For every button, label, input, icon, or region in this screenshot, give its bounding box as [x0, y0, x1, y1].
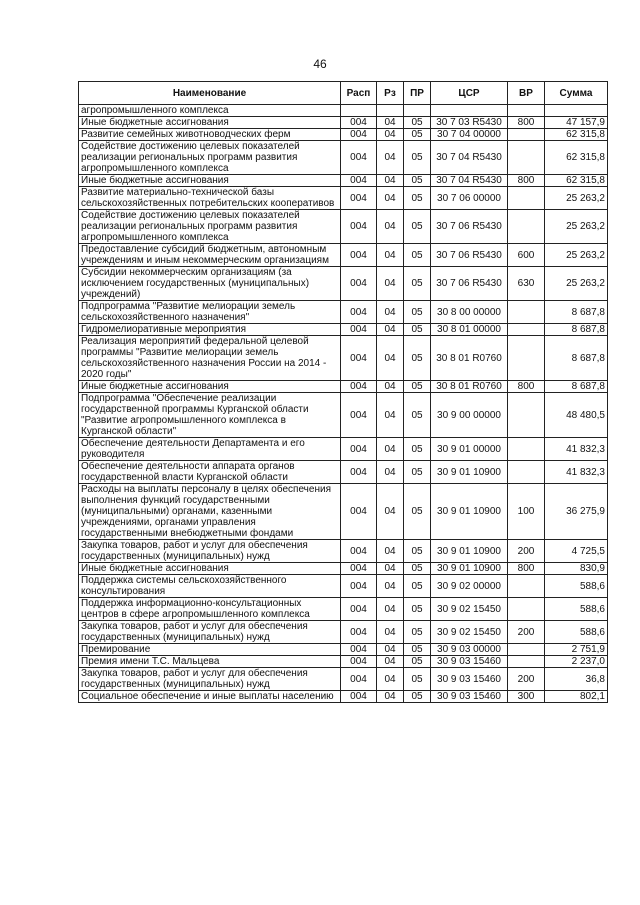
cell-sum: 588,6 — [545, 598, 608, 621]
cell-csr: 30 7 06 00000 — [431, 187, 508, 210]
cell-rasp: 004 — [341, 563, 377, 575]
cell-csr: 30 8 00 00000 — [431, 301, 508, 324]
cell-vr — [508, 336, 545, 381]
cell-name: Иные бюджетные ассигнования — [79, 381, 341, 393]
cell-vr: 100 — [508, 484, 545, 540]
cell-rasp: 004 — [341, 484, 377, 540]
cell-vr: 200 — [508, 621, 545, 644]
cell-name: Гидромелиоративные мероприятия — [79, 324, 341, 336]
table-row — [79, 656, 608, 668]
table-row — [79, 598, 608, 621]
cell-sum: 588,6 — [545, 621, 608, 644]
table-row — [79, 393, 608, 438]
cell-pr: 05 — [404, 563, 431, 575]
cell-csr: 30 7 04 00000 — [431, 129, 508, 141]
cell-csr: 30 7 04 R5430 — [431, 141, 508, 175]
cell-sum: 830,9 — [545, 563, 608, 575]
cell-name: Развитие материально-технической базы сельскохозяйственных потребительских кооперативов — [79, 187, 341, 210]
table-row — [79, 175, 608, 187]
cell-name: Обеспечение деятельности аппарата органов государственной власти Курганской области — [79, 461, 341, 484]
cell-sum: 8 687,8 — [545, 381, 608, 393]
cell-csr: 30 7 06 R5430 — [431, 244, 508, 267]
header-pr: ПР — [404, 82, 431, 105]
cell-name: Закупка товаров, работ и услуг для обеспечения государственных (муниципальных) нужд — [79, 621, 341, 644]
cell-sum: 41 832,3 — [545, 461, 608, 484]
cell-pr: 05 — [404, 141, 431, 175]
cell-pr: 05 — [404, 484, 431, 540]
cell-csr: 30 9 01 10900 — [431, 484, 508, 540]
table-header-row — [79, 82, 608, 105]
cell-rasp: 004 — [341, 438, 377, 461]
cell-pr: 05 — [404, 210, 431, 244]
cell-pr: 05 — [404, 461, 431, 484]
cell-name: Закупка товаров, работ и услуг для обеспечения государственных (муниципальных) нужд — [79, 668, 341, 691]
cell-csr: 30 7 04 R5430 — [431, 175, 508, 187]
cell-rasp: 004 — [341, 461, 377, 484]
cell-rz: 04 — [377, 691, 404, 703]
cell-rasp: 004 — [341, 621, 377, 644]
cell-pr: 05 — [404, 668, 431, 691]
cell-rz — [377, 105, 404, 117]
cell-name: Расходы на выплаты персоналу в целях обеспечения выполнения функций государственными (муниципальными) органами, казенными учреждениями, органами управления государственными внебюджетными фондами — [79, 484, 341, 540]
cell-csr — [431, 105, 508, 117]
cell-pr: 05 — [404, 301, 431, 324]
cell-rz: 04 — [377, 210, 404, 244]
cell-rz: 04 — [377, 563, 404, 575]
cell-vr — [508, 575, 545, 598]
cell-vr: 200 — [508, 668, 545, 691]
cell-rasp: 004 — [341, 540, 377, 563]
cell-sum: 8 687,8 — [545, 301, 608, 324]
cell-rasp: 004 — [341, 691, 377, 703]
cell-rasp: 004 — [341, 301, 377, 324]
table-row — [79, 621, 608, 644]
cell-vr — [508, 324, 545, 336]
cell-pr: 05 — [404, 644, 431, 656]
cell-pr: 05 — [404, 621, 431, 644]
budget-table — [78, 81, 608, 703]
cell-sum: 25 263,2 — [545, 187, 608, 210]
page-number: 46 — [313, 57, 327, 71]
table-row — [79, 141, 608, 175]
cell-name: Подпрограмма "Обеспечение реализации государственной программы Курганской области "Развитие агропромышленного комплекса в Курганской области" — [79, 393, 341, 438]
table-row — [79, 563, 608, 575]
cell-pr: 05 — [404, 129, 431, 141]
table-row — [79, 644, 608, 656]
cell-vr: 800 — [508, 175, 545, 187]
cell-vr — [508, 210, 545, 244]
table-row — [79, 324, 608, 336]
cell-rasp: 004 — [341, 656, 377, 668]
cell-pr: 05 — [404, 244, 431, 267]
cell-name: Иные бюджетные ассигнования — [79, 175, 341, 187]
cell-rasp: 004 — [341, 187, 377, 210]
cell-pr: 05 — [404, 598, 431, 621]
cell-rz: 04 — [377, 484, 404, 540]
cell-sum: 62 315,8 — [545, 175, 608, 187]
cell-rz: 04 — [377, 129, 404, 141]
cell-sum: 48 480,5 — [545, 393, 608, 438]
cell-vr — [508, 598, 545, 621]
cell-rz: 04 — [377, 461, 404, 484]
header-vr: ВР — [508, 82, 545, 105]
cell-rz: 04 — [377, 324, 404, 336]
table-row — [79, 336, 608, 381]
cell-pr: 05 — [404, 691, 431, 703]
cell-sum: 2 237,0 — [545, 656, 608, 668]
cell-sum: 47 157,9 — [545, 117, 608, 129]
cell-vr — [508, 301, 545, 324]
cell-pr: 05 — [404, 575, 431, 598]
cell-vr — [508, 105, 545, 117]
cell-name: Содействие достижению целевых показателей реализации региональных программ развития агропромышленного комплекса — [79, 141, 341, 175]
cell-pr: 05 — [404, 540, 431, 563]
cell-csr: 30 9 03 15460 — [431, 691, 508, 703]
cell-rasp: 004 — [341, 668, 377, 691]
cell-csr: 30 7 06 R5430 — [431, 267, 508, 301]
table-row — [79, 575, 608, 598]
cell-rz: 04 — [377, 668, 404, 691]
table-row — [79, 244, 608, 267]
cell-vr: 200 — [508, 540, 545, 563]
table-row — [79, 105, 608, 117]
table-row — [79, 210, 608, 244]
cell-csr: 30 9 01 10900 — [431, 563, 508, 575]
table-row — [79, 461, 608, 484]
cell-csr: 30 9 01 00000 — [431, 438, 508, 461]
cell-rasp: 004 — [341, 117, 377, 129]
cell-sum: 25 263,2 — [545, 267, 608, 301]
cell-name: Поддержка системы сельскохозяйственного консультирования — [79, 575, 341, 598]
cell-vr: 300 — [508, 691, 545, 703]
cell-vr: 800 — [508, 381, 545, 393]
cell-sum: 4 725,5 — [545, 540, 608, 563]
cell-rz: 04 — [377, 175, 404, 187]
cell-rasp: 004 — [341, 324, 377, 336]
cell-sum: 8 687,8 — [545, 324, 608, 336]
cell-name: Развитие семейных животноводческих ферм — [79, 129, 341, 141]
cell-name: Иные бюджетные ассигнования — [79, 117, 341, 129]
cell-rz: 04 — [377, 540, 404, 563]
cell-rasp: 004 — [341, 598, 377, 621]
cell-rasp: 004 — [341, 381, 377, 393]
cell-csr: 30 9 01 10900 — [431, 540, 508, 563]
cell-name: Премирование — [79, 644, 341, 656]
cell-vr: 800 — [508, 117, 545, 129]
cell-csr: 30 8 01 00000 — [431, 324, 508, 336]
cell-csr: 30 8 01 R0760 — [431, 336, 508, 381]
cell-sum: 36,8 — [545, 668, 608, 691]
cell-csr: 30 9 02 00000 — [431, 575, 508, 598]
cell-rz: 04 — [377, 381, 404, 393]
cell-pr: 05 — [404, 117, 431, 129]
cell-csr: 30 9 03 15460 — [431, 668, 508, 691]
cell-name: Обеспечение деятельности Департамента и его руководителя — [79, 438, 341, 461]
cell-vr — [508, 438, 545, 461]
header-name: Наименование — [79, 82, 341, 105]
cell-rz: 04 — [377, 644, 404, 656]
cell-name: агропромышленного комплекса — [79, 105, 341, 117]
cell-sum: 36 275,9 — [545, 484, 608, 540]
cell-sum: 588,6 — [545, 575, 608, 598]
cell-pr: 05 — [404, 187, 431, 210]
cell-csr: 30 9 02 15450 — [431, 598, 508, 621]
cell-rasp: 004 — [341, 575, 377, 598]
cell-name: Подпрограмма "Развитие мелиорации земель сельскохозяйственного назначения" — [79, 301, 341, 324]
table-row — [79, 117, 608, 129]
cell-rz: 04 — [377, 438, 404, 461]
cell-pr: 05 — [404, 381, 431, 393]
cell-rz: 04 — [377, 141, 404, 175]
cell-rz: 04 — [377, 187, 404, 210]
cell-rz: 04 — [377, 598, 404, 621]
cell-csr: 30 7 06 R5430 — [431, 210, 508, 244]
cell-rz: 04 — [377, 575, 404, 598]
cell-rasp: 004 — [341, 210, 377, 244]
table-row — [79, 187, 608, 210]
header-sum: Сумма — [545, 82, 608, 105]
table-row — [79, 267, 608, 301]
cell-name: Социальное обеспечение и иные выплаты населению — [79, 691, 341, 703]
cell-name: Закупка товаров, работ и услуг для обеспечения государственных (муниципальных) нужд — [79, 540, 341, 563]
cell-name: Субсидии некоммерческим организациям (за исключением государственных (муниципальных) учреждений) — [79, 267, 341, 301]
cell-csr: 30 9 00 00000 — [431, 393, 508, 438]
cell-sum: 62 315,8 — [545, 141, 608, 175]
header-csr: ЦСР — [431, 82, 508, 105]
cell-pr — [404, 105, 431, 117]
cell-rasp: 004 — [341, 336, 377, 381]
cell-name: Реализация мероприятий федеральной целевой программы "Развитие мелиорации земель сельскохозяйственного назначения России на 2014 - 2020 годы" — [79, 336, 341, 381]
cell-pr: 05 — [404, 656, 431, 668]
cell-name: Иные бюджетные ассигнования — [79, 563, 341, 575]
cell-rasp: 004 — [341, 141, 377, 175]
cell-vr — [508, 393, 545, 438]
cell-csr: 30 8 01 R0760 — [431, 381, 508, 393]
cell-csr: 30 9 01 10900 — [431, 461, 508, 484]
cell-vr: 800 — [508, 563, 545, 575]
cell-csr: 30 7 03 R5430 — [431, 117, 508, 129]
table-row — [79, 301, 608, 324]
cell-pr: 05 — [404, 438, 431, 461]
cell-rz: 04 — [377, 301, 404, 324]
cell-csr: 30 9 03 15460 — [431, 656, 508, 668]
cell-rz: 04 — [377, 336, 404, 381]
cell-pr: 05 — [404, 393, 431, 438]
cell-vr — [508, 129, 545, 141]
cell-vr — [508, 656, 545, 668]
cell-rz: 04 — [377, 244, 404, 267]
cell-rz: 04 — [377, 393, 404, 438]
cell-rz: 04 — [377, 117, 404, 129]
cell-vr — [508, 644, 545, 656]
cell-sum: 2 751,9 — [545, 644, 608, 656]
cell-rasp — [341, 105, 377, 117]
cell-pr: 05 — [404, 175, 431, 187]
cell-rasp: 004 — [341, 244, 377, 267]
table-row — [79, 438, 608, 461]
cell-sum: 25 263,2 — [545, 210, 608, 244]
cell-rz: 04 — [377, 621, 404, 644]
table-row — [79, 668, 608, 691]
cell-csr: 30 9 02 15450 — [431, 621, 508, 644]
table-row — [79, 129, 608, 141]
cell-vr: 630 — [508, 267, 545, 301]
cell-sum: 25 263,2 — [545, 244, 608, 267]
table-row — [79, 484, 608, 540]
cell-sum — [545, 105, 608, 117]
cell-rz: 04 — [377, 656, 404, 668]
header-rasp: Расп — [341, 82, 377, 105]
cell-sum: 62 315,8 — [545, 129, 608, 141]
cell-name: Содействие достижению целевых показателей реализации региональных программ развития агропромышленного комплекса — [79, 210, 341, 244]
cell-vr: 600 — [508, 244, 545, 267]
table-row — [79, 691, 608, 703]
cell-rasp: 004 — [341, 175, 377, 187]
cell-pr: 05 — [404, 336, 431, 381]
cell-rasp: 004 — [341, 129, 377, 141]
cell-pr: 05 — [404, 267, 431, 301]
cell-pr: 05 — [404, 324, 431, 336]
cell-name: Предоставление субсидий бюджетным, автономным учреждениям и иным некоммерческим организациям — [79, 244, 341, 267]
cell-name: Премия имени Т.С. Мальцева — [79, 656, 341, 668]
header-rz: Рз — [377, 82, 404, 105]
cell-csr: 30 9 03 00000 — [431, 644, 508, 656]
cell-rasp: 004 — [341, 267, 377, 301]
cell-rz: 04 — [377, 267, 404, 301]
cell-sum: 41 832,3 — [545, 438, 608, 461]
cell-sum: 802,1 — [545, 691, 608, 703]
table-row — [79, 540, 608, 563]
cell-vr — [508, 461, 545, 484]
cell-vr — [508, 187, 545, 210]
cell-sum: 8 687,8 — [545, 336, 608, 381]
cell-name: Поддержка информационно-консультационных центров в сфере агропромышленного комплекса — [79, 598, 341, 621]
table-row — [79, 381, 608, 393]
cell-rasp: 004 — [341, 644, 377, 656]
cell-rasp: 004 — [341, 393, 377, 438]
cell-vr — [508, 141, 545, 175]
